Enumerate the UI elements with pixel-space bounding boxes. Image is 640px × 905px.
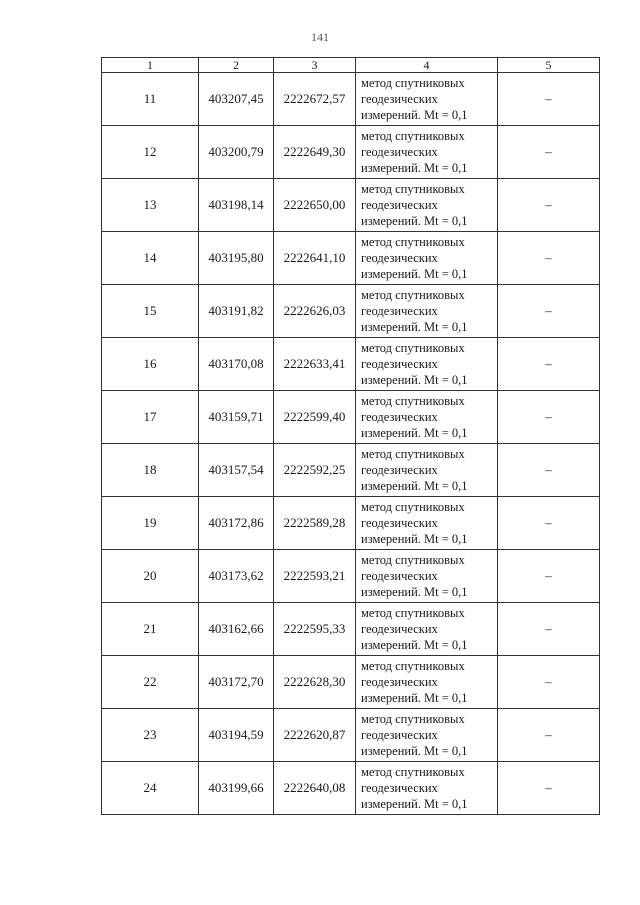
method-line: геодезических (361, 728, 438, 742)
note-cell: – (498, 709, 600, 762)
method-line: геодезических (361, 410, 438, 424)
method-line: метод спутниковых (361, 659, 465, 673)
x-coordinate-cell: 403200,79 (199, 126, 274, 179)
header-col-2: 2 (199, 58, 274, 73)
point-number-cell: 18 (102, 444, 199, 497)
method-line: измерений. Mt = 0,1 (361, 585, 468, 599)
x-coordinate-cell: 403194,59 (199, 709, 274, 762)
table-row (102, 285, 600, 338)
method-line: метод спутниковых (361, 500, 465, 514)
method-line: метод спутниковых (361, 765, 465, 779)
table-row (102, 656, 600, 709)
table-row (102, 497, 600, 550)
method-line: измерений. Mt = 0,1 (361, 214, 468, 228)
method-line: геодезических (361, 622, 438, 636)
point-number-cell: 19 (102, 497, 199, 550)
point-number-cell: 23 (102, 709, 199, 762)
method-line: измерений. Mt = 0,1 (361, 691, 468, 705)
x-coordinate-cell: 403195,80 (199, 232, 274, 285)
page-number: 141 (311, 30, 329, 44)
method-cell (356, 285, 498, 338)
method-cell (356, 126, 498, 179)
y-coordinate-cell: 2222641,10 (274, 232, 356, 285)
method-cell (356, 762, 498, 815)
note-cell: – (498, 285, 600, 338)
x-coordinate-cell: 403191,82 (199, 285, 274, 338)
note-cell: – (498, 179, 600, 232)
method-cell (356, 656, 498, 709)
note-cell: – (498, 338, 600, 391)
method-line: измерений. Mt = 0,1 (361, 797, 468, 811)
method-line: геодезических (361, 516, 438, 530)
method-line: измерений. Mt = 0,1 (361, 161, 468, 175)
method-line: метод спутниковых (361, 606, 465, 620)
point-number-cell: 15 (102, 285, 199, 338)
table-row (102, 73, 600, 126)
method-cell (356, 179, 498, 232)
y-coordinate-cell: 2222620,87 (274, 709, 356, 762)
header-col-5: 5 (498, 58, 600, 73)
note-cell: – (498, 391, 600, 444)
method-line: измерений. Mt = 0,1 (361, 267, 468, 281)
x-coordinate-cell: 403173,62 (199, 550, 274, 603)
method-cell (356, 391, 498, 444)
method-cell (356, 444, 498, 497)
note-cell: – (498, 656, 600, 709)
point-number-cell: 14 (102, 232, 199, 285)
table-row (102, 550, 600, 603)
method-line: измерений. Mt = 0,1 (361, 108, 468, 122)
header-col-4: 4 (356, 58, 498, 73)
method-line: измерений. Mt = 0,1 (361, 426, 468, 440)
y-coordinate-cell: 2222599,40 (274, 391, 356, 444)
y-coordinate-cell: 2222672,57 (274, 73, 356, 126)
method-cell (356, 603, 498, 656)
point-number-cell: 21 (102, 603, 199, 656)
y-coordinate-cell: 2222626,03 (274, 285, 356, 338)
method-cell (356, 709, 498, 762)
x-coordinate-cell: 403162,66 (199, 603, 274, 656)
method-line: метод спутниковых (361, 394, 465, 408)
method-cell (356, 73, 498, 126)
note-cell: – (498, 444, 600, 497)
x-coordinate-cell: 403170,08 (199, 338, 274, 391)
x-coordinate-cell: 403198,14 (199, 179, 274, 232)
point-number-cell: 22 (102, 656, 199, 709)
table-row (102, 391, 600, 444)
note-cell: – (498, 126, 600, 179)
table-row (102, 338, 600, 391)
method-line: геодезических (361, 463, 438, 477)
method-line: измерений. Mt = 0,1 (361, 744, 468, 758)
point-number-cell: 16 (102, 338, 199, 391)
note-cell: – (498, 762, 600, 815)
method-line: геодезических (361, 92, 438, 106)
method-cell (356, 338, 498, 391)
note-cell: – (498, 232, 600, 285)
method-line: метод спутниковых (361, 712, 465, 726)
y-coordinate-cell: 2222592,25 (274, 444, 356, 497)
method-line: геодезических (361, 145, 438, 159)
note-cell: – (498, 73, 600, 126)
method-line: геодезических (361, 569, 438, 583)
point-number-cell: 11 (102, 73, 199, 126)
table-row (102, 232, 600, 285)
x-coordinate-cell: 403159,71 (199, 391, 274, 444)
method-line: геодезических (361, 198, 438, 212)
table-header (102, 58, 600, 73)
header-col-3: 3 (274, 58, 356, 73)
method-line: метод спутниковых (361, 447, 465, 461)
y-coordinate-cell: 2222650,00 (274, 179, 356, 232)
method-line: метод спутниковых (361, 182, 465, 196)
table-row (102, 444, 600, 497)
method-line: метод спутниковых (361, 76, 465, 90)
point-number-cell: 12 (102, 126, 199, 179)
point-number-cell: 17 (102, 391, 199, 444)
method-line: геодезических (361, 675, 438, 689)
y-coordinate-cell: 2222649,30 (274, 126, 356, 179)
method-cell (356, 550, 498, 603)
point-number-cell: 13 (102, 179, 199, 232)
method-line: геодезических (361, 357, 438, 371)
method-line: геодезических (361, 781, 438, 795)
method-line: геодезических (361, 304, 438, 318)
table-row (102, 603, 600, 656)
method-line: метод спутниковых (361, 235, 465, 249)
table-row (102, 762, 600, 815)
method-cell (356, 497, 498, 550)
x-coordinate-cell: 403157,54 (199, 444, 274, 497)
note-cell: – (498, 603, 600, 656)
note-cell: – (498, 550, 600, 603)
x-coordinate-cell: 403172,70 (199, 656, 274, 709)
header-col-1: 1 (102, 58, 199, 73)
table-row (102, 179, 600, 232)
method-cell (356, 232, 498, 285)
method-line: геодезических (361, 251, 438, 265)
method-line: метод спутниковых (361, 288, 465, 302)
y-coordinate-cell: 2222593,21 (274, 550, 356, 603)
x-coordinate-cell: 403199,66 (199, 762, 274, 815)
header-row (102, 58, 600, 73)
x-coordinate-cell: 403172,86 (199, 497, 274, 550)
method-line: метод спутниковых (361, 341, 465, 355)
y-coordinate-cell: 2222595,33 (274, 603, 356, 656)
method-line: измерений. Mt = 0,1 (361, 479, 468, 493)
method-line: измерений. Mt = 0,1 (361, 532, 468, 546)
point-number-cell: 24 (102, 762, 199, 815)
table-row (102, 126, 600, 179)
method-line: измерений. Mt = 0,1 (361, 373, 468, 387)
table-row (102, 709, 600, 762)
method-line: метод спутниковых (361, 553, 465, 567)
y-coordinate-cell: 2222589,28 (274, 497, 356, 550)
method-line: измерений. Mt = 0,1 (361, 320, 468, 334)
point-number-cell: 20 (102, 550, 199, 603)
y-coordinate-cell: 2222628,30 (274, 656, 356, 709)
coordinates-table (101, 57, 600, 815)
method-line: измерений. Mt = 0,1 (361, 638, 468, 652)
note-cell: – (498, 497, 600, 550)
y-coordinate-cell: 2222640,08 (274, 762, 356, 815)
y-coordinate-cell: 2222633,41 (274, 338, 356, 391)
method-line: метод спутниковых (361, 129, 465, 143)
table-body (102, 73, 600, 815)
x-coordinate-cell: 403207,45 (199, 73, 274, 126)
